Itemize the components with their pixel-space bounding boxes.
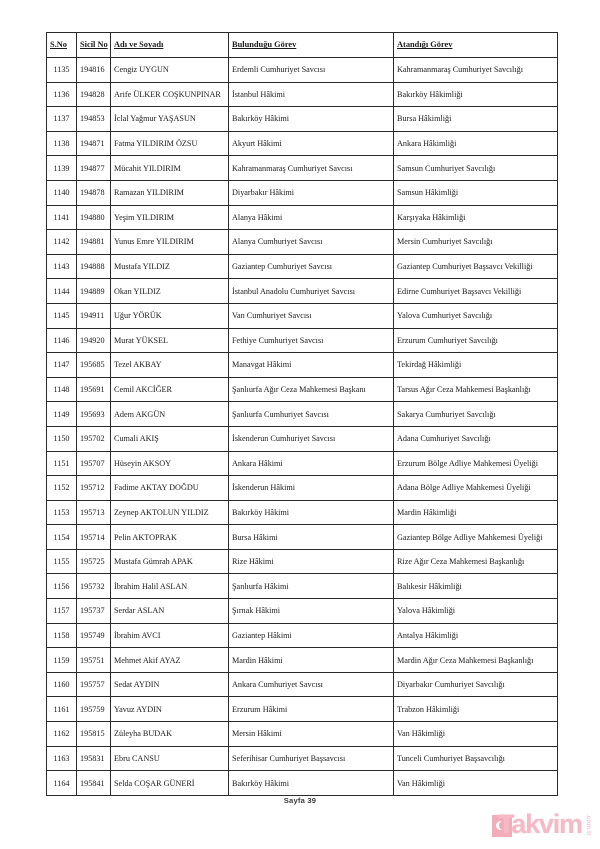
cell-name: Cengiz UYGUN	[111, 58, 229, 83]
cell-name: Adem AKGÜN	[111, 402, 229, 427]
appointments-table	[46, 32, 558, 796]
cell-assigned-post: Yalova Cumhuriyet Savcılığı	[394, 303, 558, 328]
cell-assigned-post: Trabzon Hâkimliği	[394, 697, 558, 722]
cell-name: Serdar ASLAN	[111, 599, 229, 624]
table-row	[47, 328, 558, 353]
cell-sno: 1135	[47, 58, 77, 83]
cell-name: Sedat AYDIN	[111, 672, 229, 697]
cell-sicil-no: 195707	[77, 451, 111, 476]
cell-current-post: Gaziantep Hâkimi	[229, 623, 394, 648]
cell-name: Ebru CANSU	[111, 746, 229, 771]
cell-sicil-no: 195691	[77, 377, 111, 402]
table-row	[47, 525, 558, 550]
table-row	[47, 230, 558, 255]
table-row	[47, 377, 558, 402]
table-row	[47, 549, 558, 574]
cell-current-post: Kahramanmaraş Cumhuriyet Savcısı	[229, 156, 394, 181]
cell-name: Fatma YILDIRIM ÖZSU	[111, 131, 229, 156]
cell-assigned-post: Van Hâkimliği	[394, 722, 558, 747]
cell-sno: 1152	[47, 476, 77, 501]
cell-sicil-no: 194880	[77, 205, 111, 230]
cell-name: Mehmet Akif AYAZ	[111, 648, 229, 673]
cell-current-post: İstanbul Anadolu Cumhuriyet Savcısı	[229, 279, 394, 304]
cell-assigned-post: Sakarya Cumhuriyet Savcılığı	[394, 402, 558, 427]
table-row	[47, 426, 558, 451]
cell-name: Murat YÜKSEL	[111, 328, 229, 353]
cell-sno: 1159	[47, 648, 77, 673]
table-header-row	[47, 33, 558, 58]
table-row	[47, 648, 558, 673]
column-header-current-post: Bulunduğu Görev	[229, 33, 394, 58]
cell-current-post: Bakırköy Hâkimi	[229, 771, 394, 796]
cell-current-post: Van Cumhuriyet Savcısı	[229, 303, 394, 328]
cell-name: Fadime AKTAY DOĞDU	[111, 476, 229, 501]
cell-sicil-no: 194828	[77, 82, 111, 107]
cell-sicil-no: 195757	[77, 672, 111, 697]
cell-assigned-post: Balıkesir Hâkimliği	[394, 574, 558, 599]
cell-current-post: Manavgat Hâkimi	[229, 353, 394, 378]
table-row	[47, 500, 558, 525]
cell-sicil-no: 194877	[77, 156, 111, 181]
cell-name: İbrahim Halil ASLAN	[111, 574, 229, 599]
cell-sicil-no: 194871	[77, 131, 111, 156]
cell-sicil-no: 194881	[77, 230, 111, 255]
cell-current-post: Mardin Hâkimi	[229, 648, 394, 673]
watermark-tld: .com.tr	[585, 814, 592, 836]
cell-current-post: Şırnak Hâkimi	[229, 599, 394, 624]
cell-sno: 1154	[47, 525, 77, 550]
cell-assigned-post: Karşıyaka Hâkimliği	[394, 205, 558, 230]
table-row	[47, 279, 558, 304]
cell-sicil-no: 195732	[77, 574, 111, 599]
cell-sicil-no: 195713	[77, 500, 111, 525]
cell-assigned-post: Mersin Cumhuriyet Savcılığı	[394, 230, 558, 255]
column-header-assigned-post: Atandığı Görev	[394, 33, 558, 58]
cell-sno: 1145	[47, 303, 77, 328]
table-row	[47, 353, 558, 378]
cell-current-post: Mersin Hâkimi	[229, 722, 394, 747]
cell-sno: 1141	[47, 205, 77, 230]
table-header	[47, 33, 558, 58]
cell-current-post: Ankara Cumhuriyet Savcısı	[229, 672, 394, 697]
table-row	[47, 771, 558, 796]
cell-sno: 1144	[47, 279, 77, 304]
cell-sno: 1140	[47, 180, 77, 205]
table-row	[47, 451, 558, 476]
cell-name: Pelin AKTOPRAK	[111, 525, 229, 550]
cell-current-post: Bakırköy Hâkimi	[229, 500, 394, 525]
cell-sicil-no: 195702	[77, 426, 111, 451]
cell-sicil-no: 194920	[77, 328, 111, 353]
cell-sicil-no: 195693	[77, 402, 111, 427]
cell-name: Ramazan YILDIRIM	[111, 180, 229, 205]
cell-current-post: Erzurum Hâkimi	[229, 697, 394, 722]
cell-current-post: Akyurt Hâkimi	[229, 131, 394, 156]
table-row	[47, 402, 558, 427]
table-row	[47, 58, 558, 83]
cell-current-post: Gaziantep Cumhuriyet Savcısı	[229, 254, 394, 279]
cell-assigned-post: Mardin Hâkimliği	[394, 500, 558, 525]
cell-sno: 1150	[47, 426, 77, 451]
cell-assigned-post: Tarsus Ağır Ceza Mahkemesi Başkanlığı	[394, 377, 558, 402]
cell-assigned-post: Rize Ağır Ceza Mahkemesi Başkanlığı	[394, 549, 558, 574]
cell-current-post: Şanlıurfa Hâkimi	[229, 574, 394, 599]
cell-sno: 1136	[47, 82, 77, 107]
cell-name: Mustafa Gümrah APAK	[111, 549, 229, 574]
table-row	[47, 672, 558, 697]
cell-current-post: Alanya Hâkimi	[229, 205, 394, 230]
cell-current-post: Ankara Hâkimi	[229, 451, 394, 476]
table-row	[47, 303, 558, 328]
cell-assigned-post: Adana Cumhuriyet Savcılığı	[394, 426, 558, 451]
cell-assigned-post: Van Hâkimliği	[394, 771, 558, 796]
cell-sicil-no: 195841	[77, 771, 111, 796]
cell-current-post: Seferihisar Cumhuriyet Başsavcısı	[229, 746, 394, 771]
cell-assigned-post: Mardin Ağır Ceza Mahkemesi Başkanlığı	[394, 648, 558, 673]
page-number-footer: Sayfa 39	[283, 796, 317, 805]
cell-name: Uğur YÖRÜK	[111, 303, 229, 328]
cell-assigned-post: Bursa Hâkimliği	[394, 107, 558, 132]
cell-assigned-post: Adana Bölge Adliye Mahkemesi Üyeliği	[394, 476, 558, 501]
cell-sicil-no: 195751	[77, 648, 111, 673]
cell-assigned-post: Samsun Cumhuriyet Savcılığı	[394, 156, 558, 181]
cell-name: Tezel AKBAY	[111, 353, 229, 378]
cell-sno: 1151	[47, 451, 77, 476]
table-body	[47, 58, 558, 796]
cell-sno: 1160	[47, 672, 77, 697]
cell-assigned-post: Gaziantep Bölge Adliye Mahkemesi Üyeliği	[394, 525, 558, 550]
cell-assigned-post: Ankara Hâkimliği	[394, 131, 558, 156]
column-header-name: Adı ve Soyadı	[111, 33, 229, 58]
cell-current-post: Şanlıurfa Ağır Ceza Mahkemesi Başkanı	[229, 377, 394, 402]
cell-sno: 1164	[47, 771, 77, 796]
cell-sicil-no: 194889	[77, 279, 111, 304]
table-row	[47, 623, 558, 648]
table-row	[47, 107, 558, 132]
cell-current-post: Şanlıurfa Cumhuriyet Savcısı	[229, 402, 394, 427]
cell-assigned-post: Diyarbakır Cumhuriyet Savcılığı	[394, 672, 558, 697]
cell-sno: 1137	[47, 107, 77, 132]
cell-assigned-post: Kahramanmaraş Cumhuriyet Savcılığı	[394, 58, 558, 83]
cell-sno: 1143	[47, 254, 77, 279]
cell-sno: 1157	[47, 599, 77, 624]
cell-name: Cumali AKIŞ	[111, 426, 229, 451]
cell-assigned-post: Yalova Hâkimliği	[394, 599, 558, 624]
cell-assigned-post: Tekirdağ Hâkimliği	[394, 353, 558, 378]
cell-sicil-no: 195725	[77, 549, 111, 574]
cell-current-post: İstanbul Hâkimi	[229, 82, 394, 107]
cell-sno: 1162	[47, 722, 77, 747]
cell-sicil-no: 195759	[77, 697, 111, 722]
watermark-brand: Takvim	[498, 809, 582, 839]
cell-sicil-no: 195815	[77, 722, 111, 747]
cell-sicil-no: 195749	[77, 623, 111, 648]
table-row	[47, 254, 558, 279]
cell-sicil-no: 195714	[77, 525, 111, 550]
column-header-sicil: Sicil No	[77, 33, 111, 58]
cell-sno: 1146	[47, 328, 77, 353]
cell-assigned-post: Samsun Hâkimliği	[394, 180, 558, 205]
cell-sicil-no: 195737	[77, 599, 111, 624]
cell-sno: 1163	[47, 746, 77, 771]
takvim-watermark	[492, 806, 596, 846]
cell-sicil-no: 194911	[77, 303, 111, 328]
cell-sno: 1153	[47, 500, 77, 525]
cell-name: Cemil AKCİĞER	[111, 377, 229, 402]
cell-assigned-post: Edirne Cumhuriyet Başsavcı Vekilliği	[394, 279, 558, 304]
table-row	[47, 131, 558, 156]
cell-assigned-post: Bakırköy Hâkimliği	[394, 82, 558, 107]
cell-current-post: Diyarbakır Hâkimi	[229, 180, 394, 205]
cell-sicil-no: 194878	[77, 180, 111, 205]
column-header-sno: S.No	[47, 33, 77, 58]
table-row	[47, 746, 558, 771]
table-row	[47, 82, 558, 107]
cell-sno: 1148	[47, 377, 77, 402]
cell-sno: 1158	[47, 623, 77, 648]
cell-assigned-post: Erzurum Bölge Adliye Mahkemesi Üyeliği	[394, 451, 558, 476]
table-row	[47, 156, 558, 181]
cell-name: Züleyha BUDAK	[111, 722, 229, 747]
cell-sicil-no: 195685	[77, 353, 111, 378]
table-row	[47, 697, 558, 722]
table-row	[47, 599, 558, 624]
cell-current-post: Erdemli Cumhuriyet Savcısı	[229, 58, 394, 83]
cell-sno: 1156	[47, 574, 77, 599]
cell-name: İbrahim AVCI	[111, 623, 229, 648]
cell-current-post: Rize Hâkimi	[229, 549, 394, 574]
cell-name: Mustafa YILDIZ	[111, 254, 229, 279]
cell-sno: 1161	[47, 697, 77, 722]
table-row	[47, 476, 558, 501]
cell-name: Yavuz AYDIN	[111, 697, 229, 722]
cell-name: Hüseyin AKSOY	[111, 451, 229, 476]
cell-current-post: Bakırköy Hâkimi	[229, 107, 394, 132]
cell-name: Zeynep AKTOLUN YILDIZ	[111, 500, 229, 525]
cell-assigned-post: Erzurum Cumhuriyet Savcılığı	[394, 328, 558, 353]
cell-current-post: Fethiye Cumhuriyet Savcısı	[229, 328, 394, 353]
cell-sicil-no: 194816	[77, 58, 111, 83]
table-row	[47, 205, 558, 230]
cell-sno: 1149	[47, 402, 77, 427]
cell-name: İclal Yağmur YAŞASUN	[111, 107, 229, 132]
table-row	[47, 722, 558, 747]
cell-name: Yunus Emre YILDIRIM	[111, 230, 229, 255]
cell-name: Okan YILDIZ	[111, 279, 229, 304]
cell-name: Selda COŞAR GÜNERİ	[111, 771, 229, 796]
cell-current-post: Alanya Cumhuriyet Savcısı	[229, 230, 394, 255]
cell-sicil-no: 195712	[77, 476, 111, 501]
cell-current-post: İskenderun Cumhuriyet Savcısı	[229, 426, 394, 451]
cell-sno: 1155	[47, 549, 77, 574]
cell-sno: 1142	[47, 230, 77, 255]
table-row	[47, 574, 558, 599]
cell-sicil-no: 194853	[77, 107, 111, 132]
cell-sno: 1139	[47, 156, 77, 181]
cell-assigned-post: Antalya Hâkimliği	[394, 623, 558, 648]
cell-name: Arife ÜLKER COŞKUNPINAR	[111, 82, 229, 107]
cell-current-post: Bursa Hâkimi	[229, 525, 394, 550]
cell-name: Mücahit YILDIRIM	[111, 156, 229, 181]
cell-assigned-post: Gaziantep Cumhuriyet Başsavcı Vekilliği	[394, 254, 558, 279]
cell-sicil-no: 194888	[77, 254, 111, 279]
cell-sicil-no: 195831	[77, 746, 111, 771]
cell-sno: 1138	[47, 131, 77, 156]
table-row	[47, 180, 558, 205]
cell-sno: 1147	[47, 353, 77, 378]
cell-current-post: İskenderun Hâkimi	[229, 476, 394, 501]
cell-assigned-post: Tunceli Cumhuriyet Başsavcılığı	[394, 746, 558, 771]
cell-name: Yeşim YILDIRIM	[111, 205, 229, 230]
